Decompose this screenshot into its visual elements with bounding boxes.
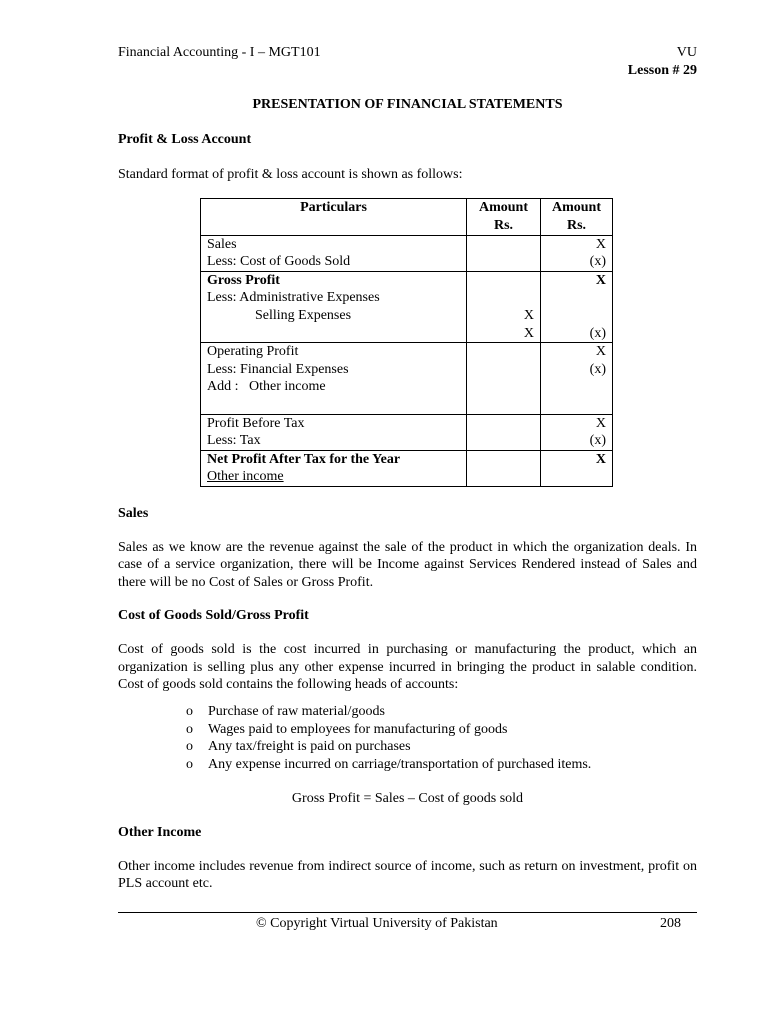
table-row — [201, 271, 613, 342]
col-amount-2: Amount Rs. — [541, 199, 613, 235]
row-net-profit: Net Profit After Tax for the Year — [207, 451, 401, 467]
row-cogs: Less: Cost of Goods Sold — [207, 254, 351, 270]
row-gross-profit: Gross Profit — [207, 272, 280, 288]
list-item: o Purchase of raw material/goods — [186, 704, 385, 720]
org-name: VU — [676, 45, 697, 60]
sales-amount: X — [595, 236, 606, 252]
col-particulars: Particulars — [201, 199, 467, 235]
cogs-amount: (x) — [589, 254, 606, 270]
other-income-text: Other income includes revenue from indirect source of income, such as return on investment, profit on PLS account etc. — [118, 858, 697, 892]
other-income-heading: Other Income — [118, 824, 202, 840]
row-tax: Less: Tax — [207, 433, 261, 449]
bullet-icon: o — [186, 756, 193, 772]
course-title: Financial Accounting - I – MGT101 — [118, 45, 321, 60]
cogs-text: Cost of goods sold is the cost incurred in purchasing or manufacturing the product, which an organization is selling plus any other expense incurred in bringing the product in salable condition. Cost of goods sold contains the following heads of accounts: — [118, 642, 697, 692]
bullet-icon: o — [186, 704, 193, 720]
col-amount-1: Amount Rs. — [467, 199, 541, 235]
cogs-heading: Cost of Goods Sold/Gross Profit — [118, 608, 309, 624]
net-profit-amount: X — [595, 451, 606, 467]
list-item: o Any expense incurred on carriage/transportation of purchased items. — [186, 756, 592, 772]
table-row — [201, 343, 613, 414]
selling-amount: X — [523, 325, 534, 341]
cogs-bullet-list — [118, 703, 697, 773]
lesson-number: Lesson # 29 — [627, 63, 697, 78]
page-number: 208 — [660, 916, 681, 931]
row-financial-expenses: Less: Financial Expenses — [207, 361, 349, 377]
bullet-icon: o — [186, 721, 193, 737]
bullet-icon: o — [186, 739, 193, 755]
page-footer — [118, 912, 697, 931]
row-profit-before-tax: Profit Before Tax — [207, 415, 305, 431]
gross-profit-formula: Gross Profit = Sales – Cost of goods sold — [291, 790, 524, 806]
gross-profit-amount: X — [595, 272, 606, 288]
admin-amount: X — [523, 307, 534, 323]
pbt-amount: X — [595, 415, 606, 431]
sales-text: Sales as we know are the revenue against the sale of the product in which the organization deals. In case of a service organization, there will be Income against Services Rendered instead of Sales and there will be no Cost of Sales or Gross Profit. — [118, 539, 697, 590]
row-sales: Sales — [207, 236, 237, 252]
row-other-income-2: Other income — [207, 469, 284, 485]
row-selling-expenses: Selling Expenses — [255, 307, 352, 323]
page-title: PRESENTATION OF FINANCIAL STATEMENTS — [252, 97, 563, 112]
expenses-total-amount: (x) — [589, 325, 606, 341]
pl-intro: Standard format of profit & loss account is shown as follows: — [118, 167, 463, 182]
list-item: o Any tax/freight is paid on purchases — [186, 739, 411, 755]
document-page — [118, 44, 697, 893]
row-operating-profit: Operating Profit — [207, 344, 299, 360]
table-row — [201, 414, 613, 450]
operating-profit-amount: X — [595, 344, 606, 360]
list-item: o Wages paid to employees for manufacturing of goods — [186, 721, 508, 737]
table-row — [201, 235, 613, 271]
row-admin-expenses: Less: Administrative Expenses — [207, 290, 380, 306]
running-header — [118, 44, 697, 62]
financial-expenses-amount: (x) — [589, 361, 606, 377]
tax-amount: (x) — [589, 433, 606, 449]
row-other-income: Add : Other income — [207, 379, 326, 395]
pl-table — [200, 198, 613, 487]
copyright-text: © Copyright Virtual University of Pakistan — [256, 916, 498, 931]
table-header-row — [201, 199, 613, 235]
pl-heading: Profit & Loss Account — [118, 132, 252, 147]
sales-heading: Sales — [118, 505, 149, 521]
table-row — [201, 450, 613, 486]
